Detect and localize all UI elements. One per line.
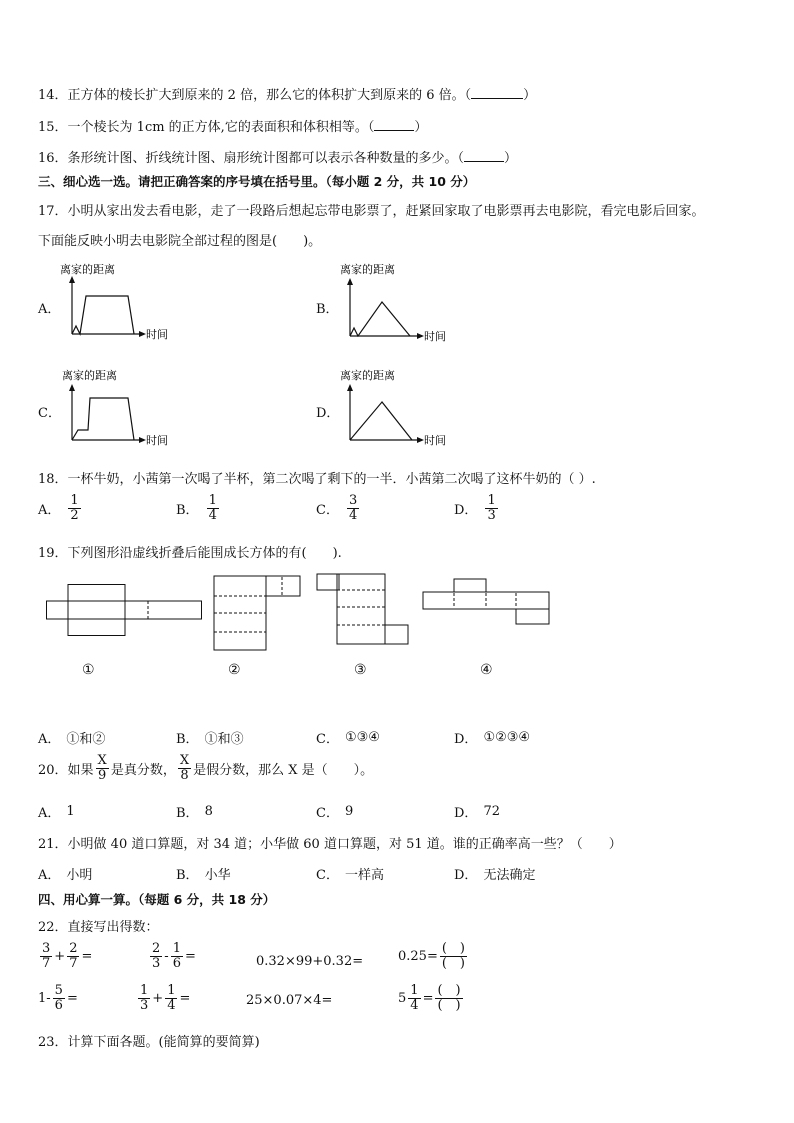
option-21-a[interactable]: A． 小明 (38, 868, 93, 883)
expr-22-8: 5 $\frac{1}{4}$ = $\frac{( )}{( )}$ (398, 983, 461, 1013)
option-18-c[interactable]: C． $\frac{3}{4}$ (316, 493, 358, 523)
option-18-d[interactable]: D． $\frac{1}{3}$ (454, 493, 496, 523)
question-17-line2: 下面能反映小明去电影院全部过程的图是( )。 (38, 234, 322, 249)
graph-c-ylabel: 离家的距离 (62, 369, 117, 382)
question-14-text: 14．正方体的棱长扩大到原来的 2 倍，那么它的体积扩大到原来的 6 倍。（ (38, 88, 472, 103)
question-16-text: 16．条形统计图、折线统计图、扇形统计图都可以表示各种数量的多少。（ (38, 151, 465, 166)
question-21-text: 21．小明做 40 道口算题，对 34 道；小华做 60 道口算题，对 51 道。谁的正确率高一些？（ ） (38, 837, 622, 852)
option-17-c-label: C． (38, 406, 61, 421)
question-20: 20．如果 $\frac{X}{9}$ 是真分数， $\frac{X}{8}$ 是假分数，那么 X 是（ ）。 (38, 753, 374, 783)
expr-22-1: $\frac{3}{7}$ + $\frac{2}{7}$ = (42, 941, 93, 971)
graph-b-xlabel: 时间 (424, 330, 446, 342)
graph-a-ylabel: 离家的距离 (60, 263, 115, 276)
answer-blank-16[interactable] (464, 149, 504, 162)
graph-d[interactable] (338, 368, 458, 448)
option-19-c[interactable]: C． ①③④ (316, 730, 380, 747)
answer-blank-15[interactable] (374, 118, 414, 131)
option-17-b-label: B． (316, 302, 339, 317)
option-17-a-label: A． (38, 302, 61, 317)
expr-22-4: 0.25= $\frac{( )}{( )}$ (398, 941, 465, 971)
question-18-text: 18．一杯牛奶，小茜第一次喝了半杯，第二次喝了剩下的一半．小茜第二次喝了这杯牛奶的（ ）. (38, 472, 596, 487)
figure-label-1: ① (82, 662, 95, 678)
net-figure-4[interactable] (422, 578, 552, 626)
graph-b[interactable] (338, 262, 458, 342)
option-17-d-label: D． (316, 406, 340, 421)
section-3-heading: 三、细心选一选。请把正确答案的序号填在括号里。（每小题 2 分，共 10 分） (38, 174, 476, 189)
graph-a-xlabel: 时间 (146, 328, 168, 341)
option-19-a[interactable]: A． ①和② (38, 732, 106, 747)
graph-d-ylabel: 离家的距离 (340, 369, 395, 382)
expr-22-3: 0.32×99+0.32= (256, 954, 364, 969)
option-18-b[interactable]: B． $\frac{1}{4}$ (176, 493, 217, 523)
question-16: 16．条形统计图、折线统计图、扇形统计图都可以表示各种数量的多少。（ ） (38, 151, 518, 166)
graph-c-xlabel: 时间 (146, 434, 168, 447)
expr-22-7: 25×0.07×4= (246, 993, 333, 1008)
option-20-d[interactable]: D． 72 (454, 804, 500, 821)
net-figure-2[interactable] (212, 575, 302, 651)
option-19-d[interactable]: D． ①②③④ (454, 730, 531, 747)
question-14: 14．正方体的棱长扩大到原来的 2 倍，那么它的体积扩大到原来的 6 倍。（ ） (38, 88, 537, 103)
answer-blank-14[interactable] (471, 86, 523, 99)
figure-label-4: ④ (480, 662, 493, 678)
question-23-text: 23．计算下面各题。(能简算的要简算) (38, 1035, 260, 1050)
option-20-c[interactable]: C． 9 (316, 804, 354, 821)
net-figure-1[interactable] (46, 584, 202, 636)
figure-label-2: ② (228, 662, 241, 678)
option-21-b[interactable]: B． 小华 (176, 868, 231, 883)
option-18-a[interactable]: A． $\frac{1}{2}$ (38, 493, 79, 523)
graph-b-ylabel: 离家的距离 (340, 263, 395, 276)
option-20-b[interactable]: B． 8 (176, 804, 213, 821)
option-19-b[interactable]: B． ①和③ (176, 732, 244, 747)
question-22-text: 22．直接写出得数： (38, 920, 159, 935)
question-15-text: 15．一个棱长为 1cm 的正方体,它的表面积和体积相等。（ (38, 120, 375, 135)
graph-d-xlabel: 时间 (424, 434, 446, 447)
expr-22-5: 1- $\frac{5}{6}$ = (38, 983, 78, 1013)
graph-c[interactable] (60, 368, 180, 448)
question-19-text: 19．下列图形沿虚线折叠后能围成长方体的有( ). (38, 546, 342, 561)
option-21-d[interactable]: D． 无法确定 (454, 868, 536, 883)
option-20-a[interactable]: A． 1 (38, 804, 75, 821)
net-figure-3[interactable] (316, 573, 410, 645)
figure-label-3: ③ (354, 662, 367, 678)
section-4-heading: 四、用心算一算。（每题 6 分，共 18 分） (38, 892, 276, 907)
graph-a[interactable] (60, 262, 180, 342)
expr-22-2: $\frac{2}{3}$ - $\frac{1}{6}$ = (152, 941, 196, 971)
option-21-c[interactable]: C． 一样高 (316, 868, 384, 883)
question-15: 15．一个棱长为 1cm 的正方体,它的表面积和体积相等。（ ） (38, 120, 428, 135)
question-17-line1: 17．小明从家出发去看电影，走了一段路后想起忘带电影票了，赶紧回家取了电影票再去电影院，看完电影后回家。 (38, 204, 705, 219)
expr-22-6: $\frac{1}{3}$ + $\frac{1}{4}$ = (140, 983, 191, 1013)
